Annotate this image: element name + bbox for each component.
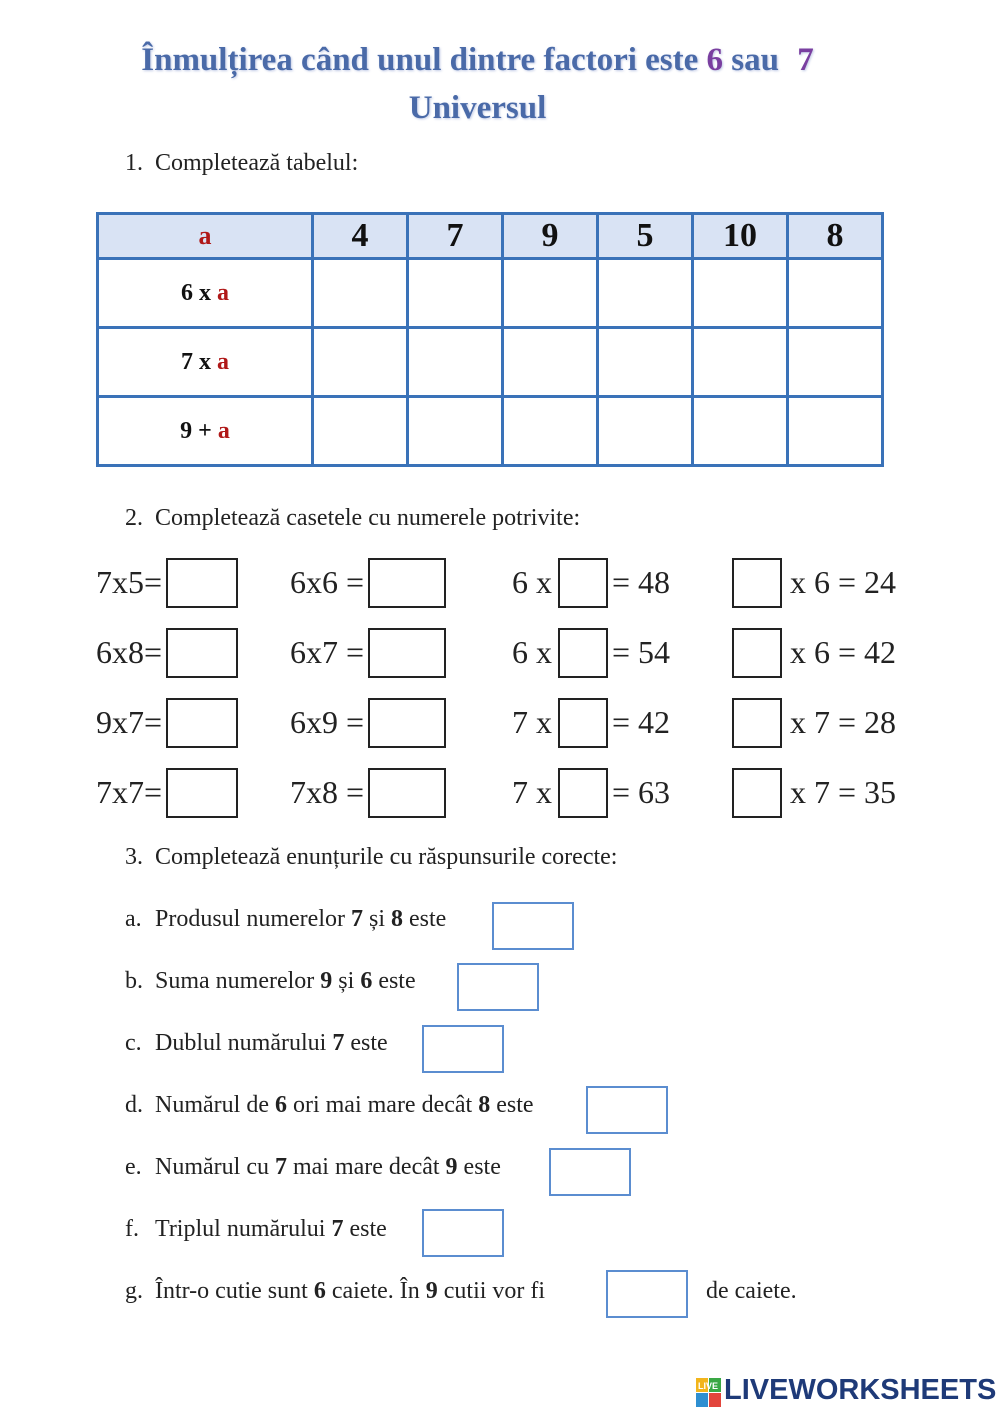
equation-suffix: = 42 <box>612 704 671 740</box>
text: este <box>343 1216 387 1242</box>
row-label <box>98 259 313 328</box>
bold-number: 7 <box>332 1030 345 1056</box>
equation-label: 6x8= <box>96 634 163 670</box>
answer-box[interactable] <box>368 698 446 748</box>
answer-cell[interactable] <box>408 328 503 397</box>
bold-number: 8 <box>391 906 403 932</box>
liveworksheets-brand: LIVEWORKSHEETS <box>724 1374 997 1406</box>
text: Triplul numărului <box>155 1216 332 1242</box>
text: Dublul numărului <box>155 1030 333 1056</box>
logo-badge-text: LIVE <box>698 1381 719 1391</box>
bold-number: 6 <box>360 968 373 994</box>
answer-box-d[interactable] <box>586 1086 668 1134</box>
liveworksheets-logo-icon <box>696 1378 722 1408</box>
answer-box-c[interactable] <box>422 1025 504 1073</box>
item-letter: b. <box>125 968 143 994</box>
item-letter: d. <box>125 1092 143 1118</box>
answer-box-f[interactable] <box>422 1209 504 1257</box>
bold-number: 9 <box>425 1278 438 1304</box>
answer-cell[interactable] <box>598 259 693 328</box>
page-subtitle: Universul <box>408 90 547 126</box>
sentence-g <box>125 1278 545 1305</box>
answer-cell[interactable] <box>503 259 598 328</box>
row-label-var: a <box>217 417 230 444</box>
multiplication-table <box>96 212 884 467</box>
answer-box-e[interactable] <box>549 1148 631 1196</box>
answer-box[interactable] <box>558 628 608 678</box>
row-label-op: 7 x <box>181 348 211 375</box>
title-text: Înmulțirea când unul dintre factori este <box>141 42 699 78</box>
answer-cell[interactable] <box>598 397 693 466</box>
item-letter: g. <box>125 1278 143 1304</box>
row-label-op: 9 + <box>180 417 212 444</box>
answer-box[interactable] <box>732 558 782 608</box>
section3-heading-text: Completează enunțurile cu răspunsurile corecte: <box>155 844 618 870</box>
text: mai mare decât <box>286 1154 446 1180</box>
table-header-row <box>98 214 883 259</box>
equation-label: 7x7= <box>96 774 163 810</box>
text: cutii vor fi <box>437 1278 546 1304</box>
text: ori mai mare decât <box>286 1092 479 1118</box>
section2-heading-text: Completează casetele cu numerele potrivite: <box>155 505 581 531</box>
equation-prefix: 6 x <box>512 634 552 670</box>
text: este <box>372 968 416 994</box>
text: și <box>362 906 391 932</box>
text: Produsul numerelor <box>155 906 351 932</box>
table-value: 4 <box>313 214 408 259</box>
answer-box[interactable] <box>558 558 608 608</box>
table-row <box>98 328 883 397</box>
equation-label: 9x7= <box>96 704 163 740</box>
equation-suffix: x 7 = 35 <box>790 774 897 810</box>
text: este <box>403 906 447 932</box>
answer-cell[interactable] <box>693 328 788 397</box>
answer-box[interactable] <box>732 628 782 678</box>
table-value: 9 <box>503 214 598 259</box>
table-value: 7 <box>408 214 503 259</box>
text: caiete. În <box>325 1278 426 1304</box>
equation-suffix: = 48 <box>612 564 671 600</box>
answer-box[interactable] <box>368 558 446 608</box>
sentence-b <box>125 968 416 995</box>
answer-cell[interactable] <box>503 397 598 466</box>
page-title <box>0 42 955 79</box>
bold-number: 9 <box>320 968 333 994</box>
sentence-f <box>125 1216 387 1243</box>
answer-box[interactable] <box>166 698 238 748</box>
answer-cell[interactable] <box>313 259 408 328</box>
answer-cell[interactable] <box>408 397 503 466</box>
equation-label: 6x6 = <box>290 564 365 600</box>
text: Numărul cu <box>155 1154 275 1180</box>
answer-box[interactable] <box>368 768 446 818</box>
item-letter: e. <box>125 1154 142 1180</box>
bold-number: 6 <box>274 1092 287 1118</box>
equation-label: 7x8 = <box>290 774 365 810</box>
answer-box[interactable] <box>166 768 238 818</box>
sentence-a <box>125 906 446 933</box>
equation-suffix: = 63 <box>612 774 671 810</box>
bold-number: 7 <box>331 1216 344 1242</box>
answer-cell[interactable] <box>313 397 408 466</box>
section3-number: 3. <box>125 844 143 870</box>
section1-heading <box>125 150 358 177</box>
answer-box[interactable] <box>368 628 446 678</box>
equation-suffix: x 6 = 24 <box>790 564 897 600</box>
answer-cell[interactable] <box>598 328 693 397</box>
bold-number: 8 <box>478 1092 491 1118</box>
section3-heading <box>125 844 617 871</box>
answer-box[interactable] <box>558 698 608 748</box>
answer-box[interactable] <box>732 768 782 818</box>
table-value: 8 <box>788 214 883 259</box>
answer-cell[interactable] <box>408 259 503 328</box>
text: este <box>457 1154 501 1180</box>
answer-box[interactable] <box>732 698 782 748</box>
section2-number: 2. <box>125 505 143 531</box>
text: este <box>344 1030 388 1056</box>
table-value: 5 <box>598 214 693 259</box>
table-row <box>98 397 883 466</box>
table-row <box>98 259 883 328</box>
row-label <box>98 397 313 466</box>
equation-suffix: x 7 = 28 <box>790 704 897 740</box>
row-label-var: a <box>217 348 229 375</box>
equation-prefix: 7 x <box>512 704 552 740</box>
answer-cell[interactable] <box>788 259 883 328</box>
row-label-var: a <box>217 279 229 306</box>
item-letter: c. <box>125 1030 142 1056</box>
sentence-c <box>125 1030 388 1057</box>
title-or: sau <box>731 42 779 78</box>
equation-prefix: 7 x <box>512 774 552 810</box>
section2-heading <box>125 505 580 532</box>
answer-cell[interactable] <box>693 397 788 466</box>
sentence-e <box>125 1154 501 1181</box>
answer-cell[interactable] <box>503 328 598 397</box>
row-label-op: 6 x <box>181 279 211 306</box>
section1-heading-text: Completează tabelul: <box>155 150 359 176</box>
answer-box-a[interactable] <box>492 902 574 950</box>
equation-label: 7x5= <box>96 564 163 600</box>
equation-suffix: = 54 <box>612 634 671 670</box>
answer-box[interactable] <box>558 768 608 818</box>
bold-number: 9 <box>445 1154 458 1180</box>
text: Numărul de <box>155 1092 275 1118</box>
row-label <box>98 328 313 397</box>
equation-prefix: 6 x <box>512 564 552 600</box>
answer-box-b[interactable] <box>457 963 539 1011</box>
title-number-6: 6 <box>706 42 724 78</box>
answer-cell[interactable] <box>313 328 408 397</box>
text: Suma numerelor <box>155 968 321 994</box>
sentence-d <box>125 1092 534 1119</box>
table-value: 10 <box>693 214 788 259</box>
text: Într-o cutie sunt <box>155 1278 314 1304</box>
text: este <box>490 1092 534 1118</box>
bold-number: 7 <box>274 1154 287 1180</box>
title-number-7: 7 <box>797 42 814 78</box>
equation-suffix: x 6 = 42 <box>790 634 897 670</box>
answer-box-g[interactable] <box>606 1270 688 1318</box>
item-letter: f. <box>125 1216 139 1242</box>
answer-cell[interactable] <box>788 397 883 466</box>
equation-label: 6x9 = <box>290 704 365 740</box>
answer-cell[interactable] <box>788 328 883 397</box>
table-variable-label: a <box>98 214 313 259</box>
equation-label: 6x7 = <box>290 634 365 670</box>
bold-number: 7 <box>350 906 363 932</box>
bold-number: 6 <box>313 1278 326 1304</box>
answer-cell[interactable] <box>693 259 788 328</box>
sentence-g-end: de caiete. <box>706 1278 797 1304</box>
answer-box[interactable] <box>166 628 238 678</box>
text: și <box>332 968 361 994</box>
section1-number: 1. <box>125 150 143 176</box>
item-letter: a. <box>125 906 142 932</box>
answer-box[interactable] <box>166 558 238 608</box>
